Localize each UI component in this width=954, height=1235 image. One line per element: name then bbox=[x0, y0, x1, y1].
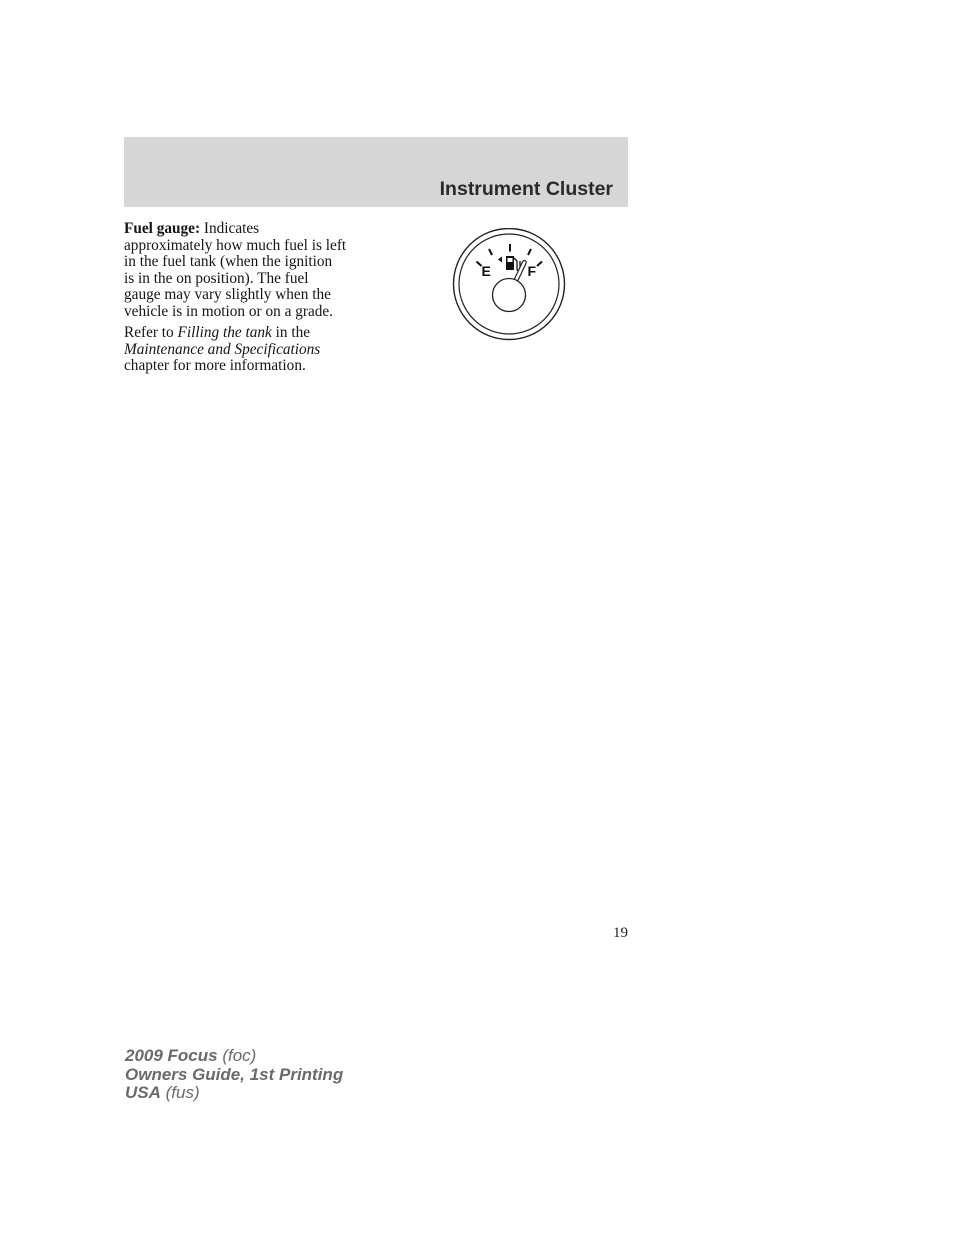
footer-guide: Owners Guide, 1st Printing bbox=[125, 1064, 344, 1084]
footer-region: USA bbox=[125, 1083, 161, 1102]
footer-region-code: (fus) bbox=[165, 1083, 200, 1102]
para1-line-2: approximately how much fuel is left bbox=[124, 236, 347, 254]
section-header-band bbox=[124, 137, 628, 207]
empty-label: E bbox=[481, 263, 491, 279]
chapter-info-text: chapter for more information. bbox=[124, 357, 306, 374]
para1-line-5: gauge may vary slightly when the bbox=[124, 286, 331, 303]
para1-line-6: vehicle is in motion or on a grade. bbox=[124, 302, 334, 320]
refer-text: Refer to bbox=[124, 324, 178, 341]
gauge-hub bbox=[493, 279, 526, 312]
section-title: Instrument Cluster bbox=[439, 178, 613, 200]
filling-the-tank-reference: Filling the tank bbox=[177, 324, 272, 341]
fuel-gauge-description bbox=[124, 221, 376, 380]
footer-model: 2009 Focus bbox=[125, 1046, 218, 1065]
fuel-pump-icon bbox=[506, 256, 520, 271]
in-the-text: in the bbox=[271, 324, 311, 341]
tick-full bbox=[537, 262, 542, 267]
fuel-gauge-illustration bbox=[450, 228, 568, 342]
footer-guide-line bbox=[125, 1066, 343, 1085]
page-number: 19 bbox=[613, 925, 628, 941]
para1-line-4: is in the on position). The fuel bbox=[124, 269, 309, 287]
tick-quarter bbox=[489, 249, 492, 255]
footer-model-line bbox=[125, 1047, 343, 1066]
para1-line-3: in the fuel tank (when the ignition bbox=[124, 253, 333, 270]
tick-three-quarter bbox=[528, 249, 531, 255]
refer-paragraph bbox=[124, 325, 376, 375]
document-footer bbox=[125, 1047, 343, 1103]
footer-region-line bbox=[125, 1084, 343, 1103]
fuel-door-arrow-icon bbox=[498, 257, 502, 263]
footer-model-code: (foc) bbox=[222, 1046, 257, 1065]
para1-line-1: Indicates bbox=[200, 220, 260, 237]
fuel-gauge-term: Fuel gauge: bbox=[124, 220, 201, 237]
full-label: F bbox=[527, 263, 537, 279]
maintenance-chapter-reference: Maintenance and Specifications bbox=[124, 340, 321, 358]
fuel-gauge-paragraph bbox=[124, 221, 376, 320]
